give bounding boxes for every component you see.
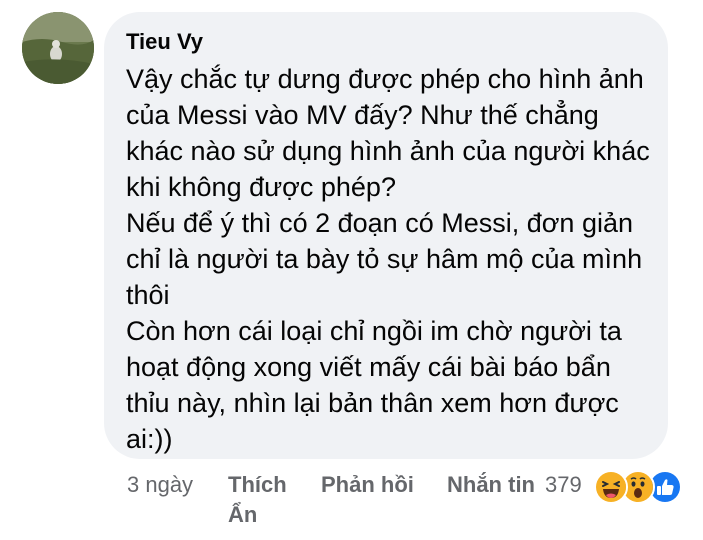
comment-bubble	[104, 12, 668, 459]
haha-icon	[594, 470, 628, 504]
comment-line: Vậy chắc tự dưng được phép cho hình ảnh	[126, 64, 644, 94]
reaction-count[interactable]: 379	[545, 472, 582, 497]
comment-author[interactable]: Tieu Vy	[126, 29, 204, 54]
comment-line: thỉu này, nhìn lại bản thân xem hơn được	[126, 388, 619, 418]
comment-line: khác nào sử dụng hình ảnh của người khác	[126, 136, 650, 166]
comment-text	[126, 61, 666, 457]
message-button[interactable]: Nhắn tin	[447, 472, 535, 497]
avatar-photo	[22, 12, 94, 84]
like-label: Thích	[228, 472, 287, 497]
comment-line: hoạt động xong viết mấy cái bài báo bẩn	[126, 352, 611, 382]
comment-line: Nếu để ý thì có 2 đoạn có Messi, đơn giản	[126, 208, 634, 238]
timestamp[interactable]: 3 ngày	[127, 472, 194, 497]
comment-line: của Messi vào MV đấy? Như thế chẳng	[126, 100, 599, 130]
comment-line: Còn hơn cái loại chỉ ngồi im chờ người ta	[126, 316, 622, 346]
hide-label: Ẩn	[228, 502, 258, 527]
like-button[interactable]	[228, 470, 298, 530]
comment-line: ai:))	[126, 424, 173, 454]
reply-button[interactable]: Phản hồi	[321, 472, 414, 497]
avatar[interactable]	[22, 12, 94, 84]
comment-actions	[0, 470, 703, 530]
comment-line: khi không được phép?	[126, 172, 396, 202]
comment-line: chỉ là người ta bày tỏ sự hâm mộ của mình	[126, 244, 643, 274]
reaction-icons[interactable]	[594, 470, 684, 502]
comment-line: thôi	[126, 280, 170, 310]
